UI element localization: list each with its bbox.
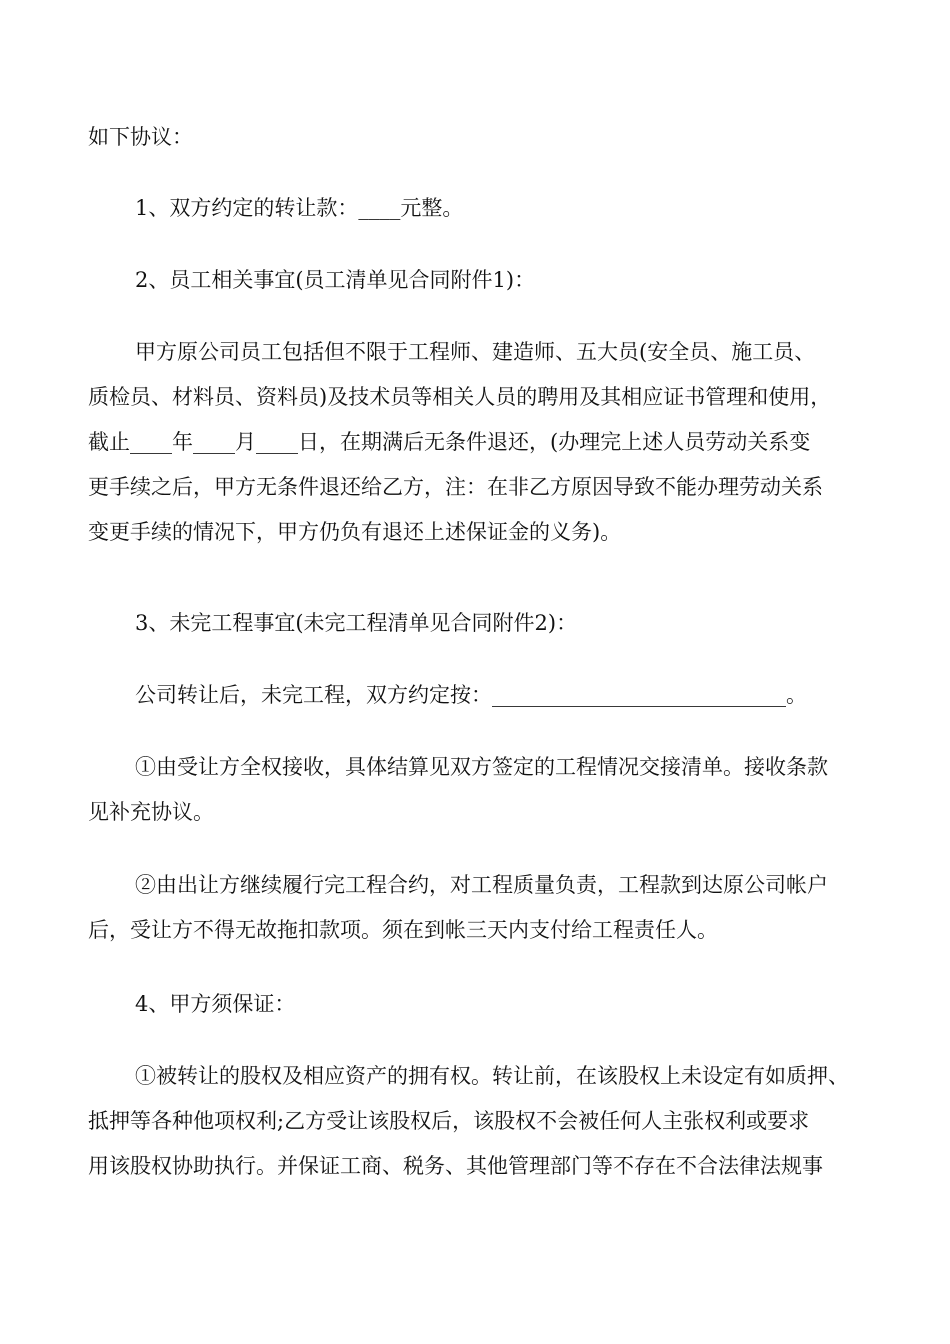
clause-3-option-1: [88, 745, 868, 835]
text-line: 1、双方约定的转让款：____元整。: [135, 196, 464, 220]
clause-1: [88, 186, 915, 231]
text-line: 后，受让方不得无故拖扣款项。须在到帐三天内支付给工程责任人。: [88, 918, 718, 942]
clause-4-item-1: [88, 1054, 868, 1189]
text-line: 2、员工相关事宜(员工清单见合同附件1)：: [135, 268, 536, 292]
text-line: 甲方原公司员工包括但不限于工程师、建造师、五大员(安全员、施工员、: [135, 340, 816, 364]
text-line: 如下协议：: [88, 125, 193, 149]
clause-2-heading: [88, 258, 915, 303]
clause-4-heading: [88, 982, 915, 1027]
text-line: 抵押等各种他项权利;乙方受让该股权后，该股权不会被任何人主张权利或要求: [88, 1109, 810, 1133]
text-line: 4、甲方须保证：: [135, 992, 296, 1016]
text-line: 见补充协议。: [88, 800, 214, 824]
text-line: 3、未完工程事宜(未完工程清单见合同附件2)：: [135, 611, 578, 635]
text-line: ①被转让的股权及相应资产的拥有权。转让前，在该股权上未设定有如质押、: [135, 1064, 849, 1088]
intro-paragraph: [88, 115, 868, 160]
text-line: 用该股权协助执行。并保证工商、税务、其他管理部门等不存在不合法律法规事: [88, 1154, 823, 1178]
text-line: ①由受让方全权接收，具体结算见双方签定的工程情况交接清单。接收条款: [135, 755, 828, 779]
clause-3-option-2: [88, 863, 868, 953]
text-line: 更手续之后，甲方无条件退还给乙方，注：在非乙方原因导致不能办理劳动关系: [88, 475, 823, 499]
text-line: 公司转让后，未完工程，双方约定按：____________________________。: [135, 683, 807, 707]
clause-3-body: [88, 673, 915, 718]
text-line: 截止____年____月____日，在期满后无条件退还，(办理完上述人员劳动关系变: [88, 430, 811, 454]
text-line: 质检员、材料员、资料员)及技术员等相关人员的聘用及其相应证书管理和使用，: [88, 385, 832, 409]
clause-3-heading: [88, 601, 915, 646]
text-line: 变更手续的情况下，甲方仍负有退还上述保证金的义务)。: [88, 520, 622, 544]
text-line: ②由出让方继续履行完工程合约，对工程质量负责，工程款到达原公司帐户: [135, 873, 828, 897]
clause-2-body: [88, 330, 868, 555]
